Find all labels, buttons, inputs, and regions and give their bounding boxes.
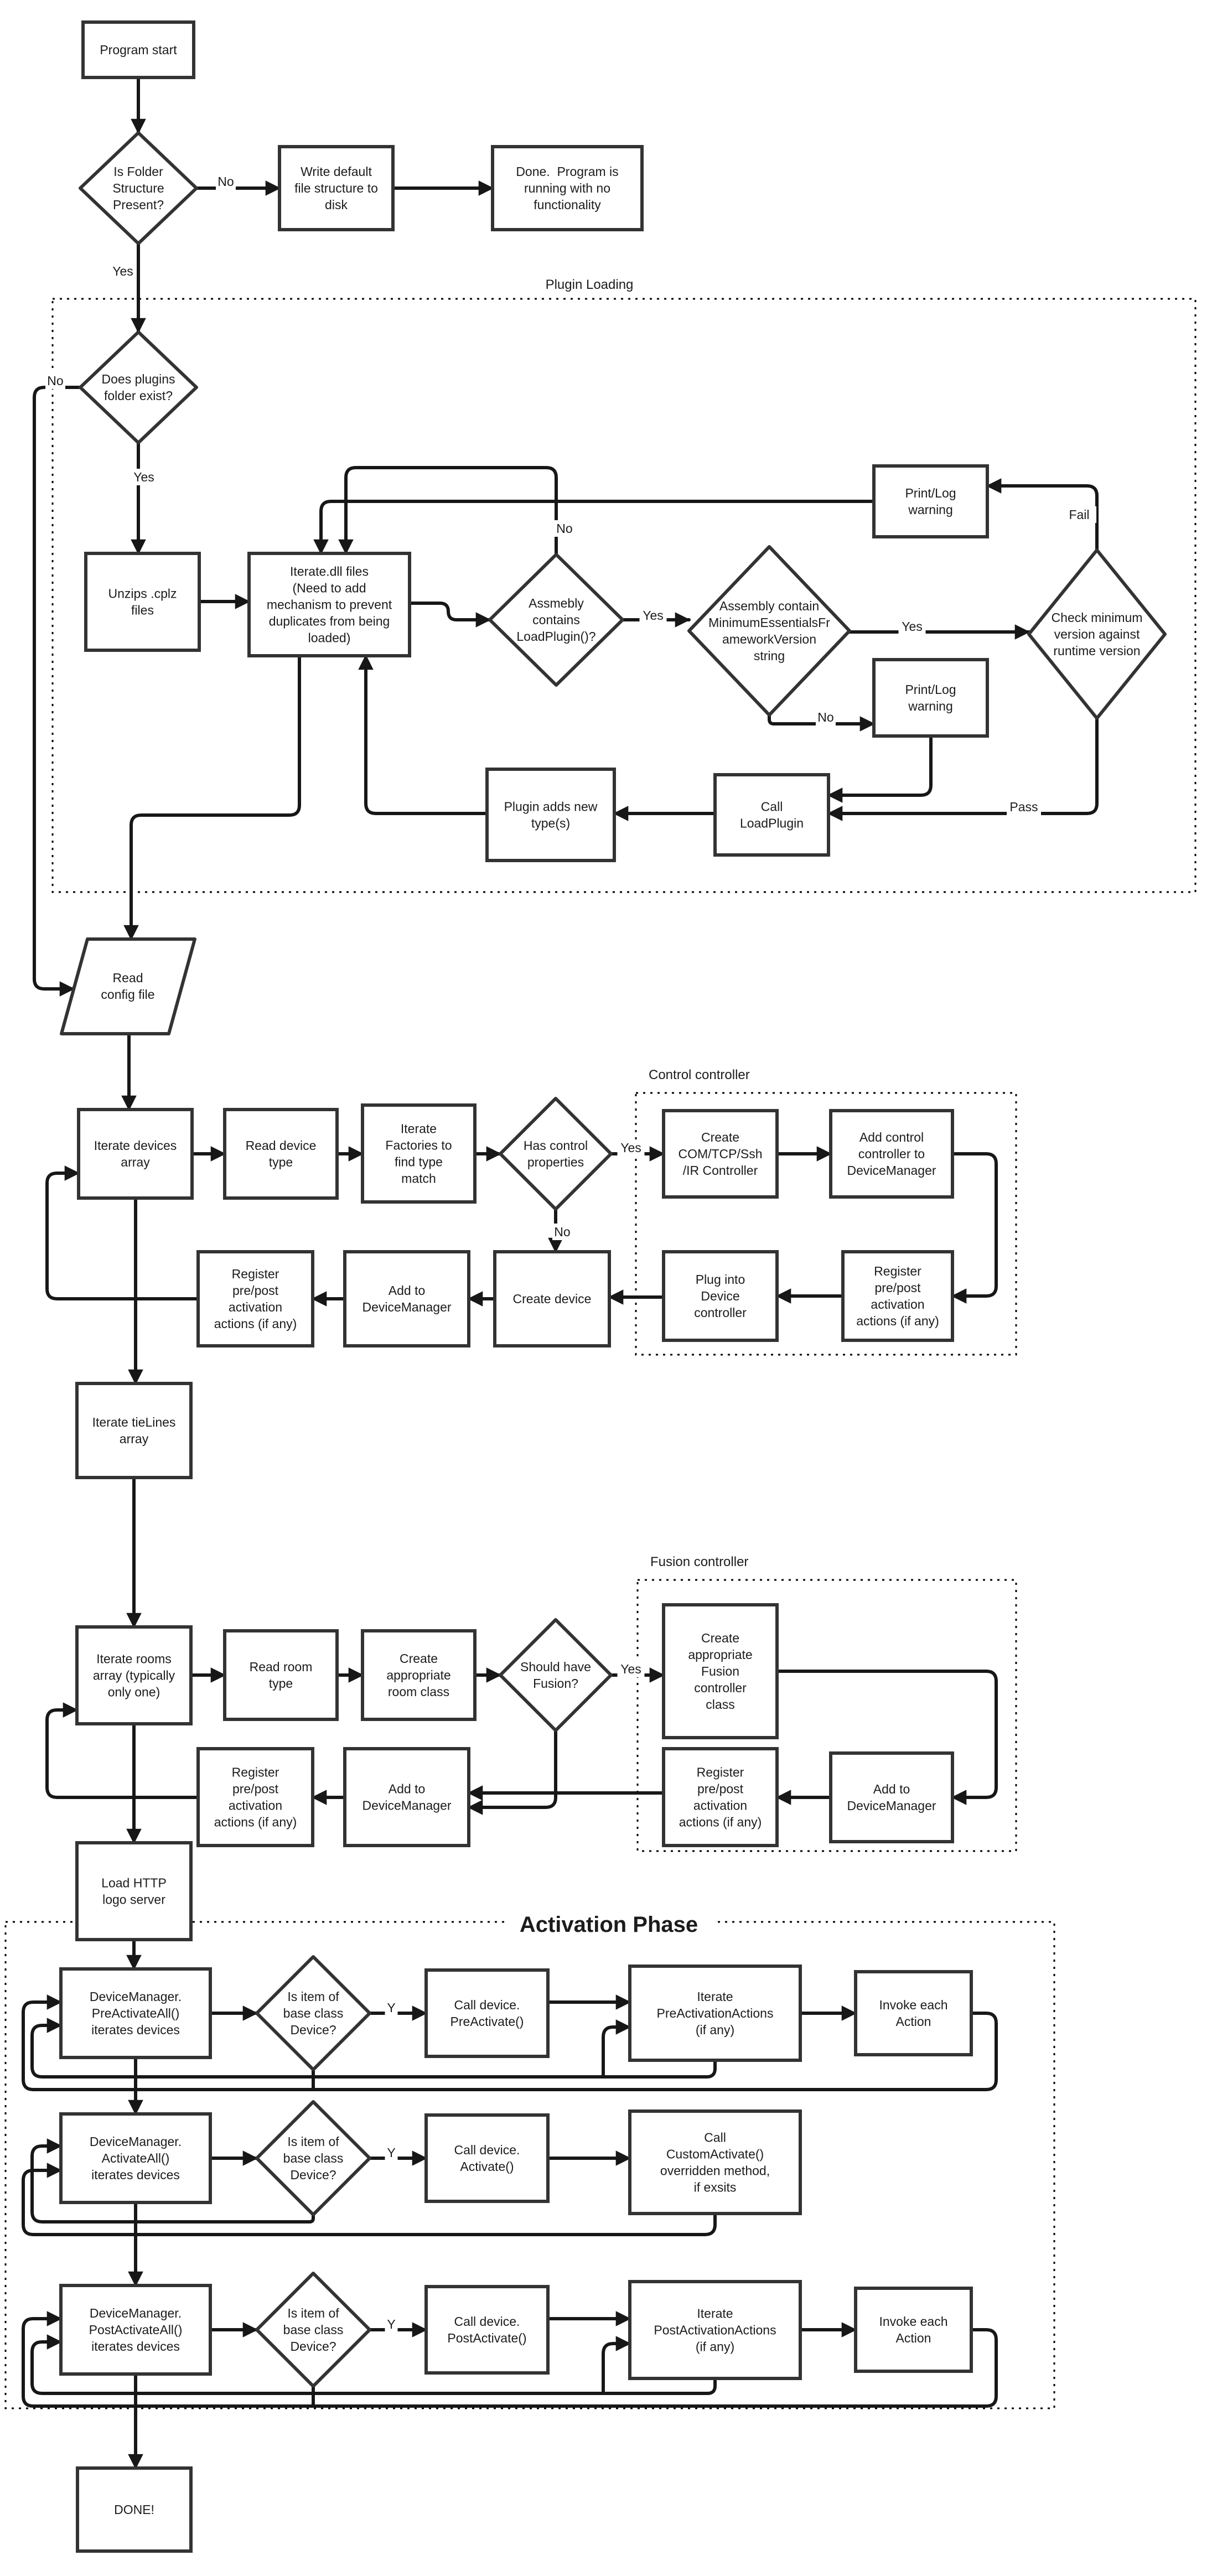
node-label-line: LoadPlugin()?: [516, 629, 596, 644]
node-label-line: Create: [399, 1651, 438, 1666]
node-label-line: /IR Controller: [682, 1163, 758, 1178]
node-label-line: folder exist?: [103, 388, 173, 403]
node-label-line: actions (if any): [679, 1815, 762, 1829]
node-label-line: Assmebly: [529, 596, 584, 610]
edge-label-text-assembly-no-loop: No: [556, 521, 573, 536]
node-read-room-type: [225, 1631, 337, 1719]
node-call-loadplugin: [715, 775, 828, 855]
node-label-line: Call device.: [454, 2143, 520, 2157]
node-shape-register-prepost-1: [198, 1252, 313, 1346]
node-label-is-base-class-device-2: [283, 2134, 344, 2182]
node-label-line: only one): [107, 1684, 160, 1699]
edge-label-text-plugins-yes: Yes: [133, 470, 154, 484]
node-label-line: Print/Log: [905, 486, 956, 500]
node-dm-postactivateall: [61, 2285, 210, 2374]
node-label-line: Is Folder: [113, 164, 163, 179]
section-label-control-controller: Control controller: [649, 1067, 750, 1082]
node-label-line: Add control: [859, 1130, 924, 1144]
edge-label-d1-y: [385, 1999, 398, 2016]
node-label-line: Add to: [388, 1283, 426, 1298]
node-add-to-devicemanager-1: [345, 1252, 469, 1346]
node-label-line: Create: [701, 1631, 740, 1645]
edge-label-d2-y: [385, 2144, 398, 2161]
node-label-line: Register: [696, 1765, 744, 1780]
node-label-line: DeviceManager.: [89, 2306, 182, 2320]
node-label-line: Device?: [290, 2168, 336, 2182]
node-iterate-dll-files: [249, 553, 410, 656]
node-label-line: iterates devices: [91, 2339, 180, 2354]
node-label-line: Structure: [112, 181, 164, 195]
node-shape-call-device-preactivate: [426, 1970, 548, 2056]
node-invoke-each-action-1: [856, 1972, 971, 2055]
node-shape-register-prepost-fusion: [664, 1749, 777, 1846]
node-label-line: actions (if any): [856, 1314, 939, 1328]
node-label-line: disk: [325, 198, 348, 212]
edge-label-text-d3-y: Y: [387, 2317, 396, 2331]
edge-label-plugins-yes: [131, 469, 158, 485]
node-label-line: Invoke each: [879, 2314, 948, 2329]
node-label-line: PreActivateAll(): [91, 2006, 180, 2020]
node-label-line: runtime version: [1053, 644, 1141, 658]
node-add-control-controller: [831, 1111, 952, 1197]
edge-label-d3-y: [385, 2316, 398, 2333]
node-iterate-factories: [362, 1105, 475, 1202]
node-label-line: base class: [283, 2151, 344, 2165]
node-label-line: file structure to: [294, 181, 378, 195]
node-shape-invoke-each-action-2: [856, 2288, 971, 2371]
node-label-line: Read room: [249, 1660, 313, 1674]
node-shape-add-to-devicemanager-1: [345, 1252, 469, 1346]
node-plug-into-device-controller: [664, 1252, 777, 1340]
node-label-line: Create: [701, 1130, 740, 1144]
node-label-line: PreActivationActions: [656, 2006, 774, 2020]
edge-label-text-check-pass: Pass: [1009, 800, 1038, 814]
node-label-line: logo server: [102, 1892, 165, 1907]
node-label-line: Read device: [245, 1138, 317, 1153]
node-label-line: DeviceManager.: [89, 1989, 182, 2004]
node-label-line: mechanism to prevent: [266, 597, 392, 612]
node-label-is-folder-structure-present: [112, 164, 164, 212]
node-call-device-preactivate: [426, 1970, 548, 2056]
node-label-line: DeviceManager: [847, 1798, 936, 1813]
node-label-line: (if any): [695, 2023, 735, 2037]
edge-label-folder-yes: [110, 263, 137, 279]
node-load-http-logo-server: [77, 1843, 191, 1940]
node-label-line: Iterate: [400, 1121, 437, 1136]
node-label-line: COM/TCP/Ssh: [678, 1147, 763, 1161]
node-label-line: properties: [527, 1155, 584, 1169]
edge-label-plugins-no-loop: [45, 372, 65, 389]
node-label-line: array (typically: [92, 1668, 175, 1683]
edge-label-text-d1-y: Y: [387, 2000, 396, 2015]
edge-label-fusion-yes: [618, 1661, 645, 1677]
node-label-line: iterates devices: [91, 2023, 180, 2037]
node-label-line: array: [121, 1155, 150, 1169]
node-call-device-postactivate: [426, 2287, 548, 2373]
node-label-line: controller to: [858, 1147, 925, 1161]
node-shape-add-to-devicemanager-2: [345, 1749, 469, 1846]
node-add-to-devicemanager-2: [345, 1749, 469, 1846]
node-label-line: PreActivate(): [450, 2014, 524, 2029]
node-label-line: loaded): [308, 630, 351, 645]
edge-label-text-hcp-yes: Yes: [620, 1141, 641, 1155]
edge-label-text-folder-yes: Yes: [112, 264, 133, 278]
node-register-prepost-2: [198, 1749, 313, 1846]
node-label-line: (if any): [695, 2339, 735, 2354]
node-label-line: appropriate: [386, 1668, 451, 1682]
edge-label-text-check-fail: Fail: [1069, 507, 1090, 522]
node-label-line: pre/post: [874, 1281, 921, 1295]
node-label-line: activation: [228, 1300, 283, 1314]
node-label-line: Program start: [100, 43, 177, 57]
edge-label-text-plugins-no-loop: No: [47, 374, 64, 388]
node-label-line: pre/post: [232, 1781, 279, 1796]
node-shape-read-room-type: [225, 1631, 337, 1719]
node-write-default-file-structure: [279, 147, 393, 230]
node-iterate-preactivationactions: [630, 1966, 800, 2060]
edge-label-assembly-no-loop: [555, 520, 574, 537]
node-label-line: Device?: [290, 2339, 336, 2354]
node-label-line: Does plugins: [101, 372, 175, 386]
node-label-line: running with no: [524, 181, 610, 195]
node-shape-read-device-type: [225, 1110, 337, 1198]
node-label-line: room class: [387, 1684, 450, 1699]
edge-label-text-fusion-yes: Yes: [620, 1662, 641, 1676]
node-label-line: (Need to add: [292, 580, 366, 595]
node-label-line: Iterate: [697, 1989, 733, 2004]
node-label-line: functionality: [534, 198, 601, 212]
node-label-line: Should have: [520, 1660, 591, 1674]
node-shape-invoke-each-action-1: [856, 1972, 971, 2055]
node-shape-print-log-warning-2: [874, 660, 987, 736]
node-label-line: Write default: [301, 164, 372, 179]
node-print-log-warning-1: [874, 466, 987, 537]
node-label-line: Register: [231, 1765, 279, 1780]
edge-label-hcp-yes: [618, 1139, 645, 1156]
node-label-line: find type: [395, 1154, 443, 1169]
node-label-line: files: [131, 603, 154, 618]
node-shape-print-log-warning-1: [874, 466, 987, 537]
node-label-line: Print/Log: [905, 682, 956, 697]
node-iterate-devices-array: [79, 1110, 192, 1198]
node-create-fusion-controller: [664, 1605, 777, 1738]
edge-label-text-minversion-yes: Yes: [902, 619, 923, 634]
node-invoke-each-action-2: [856, 2288, 971, 2371]
node-label-line: appropriate: [688, 1647, 753, 1662]
node-label-program-start: [100, 43, 177, 57]
edge-label-minversion-yes: [899, 618, 926, 635]
node-label-line: Done. Program is: [516, 164, 619, 179]
node-shape-load-http-logo-server: [77, 1843, 191, 1940]
node-label-line: Call: [760, 799, 783, 814]
node-label-line: pre/post: [697, 1781, 744, 1796]
node-call-device-activate: [426, 2115, 548, 2201]
section-label-plugin-loading: Plugin Loading: [545, 277, 634, 292]
node-label-line: DeviceManager: [362, 1300, 452, 1314]
edge-label-text-hcp-no: No: [554, 1225, 571, 1239]
section-label-activation-phase: Activation Phase: [519, 1912, 698, 1937]
node-label-line: string: [753, 649, 785, 663]
edge-label-check-pass: [1007, 799, 1041, 815]
node-label-line: Invoke each: [879, 1998, 948, 2012]
node-shape-call-customactivate: [630, 2111, 800, 2214]
node-label-line: array: [119, 1432, 149, 1446]
node-label-line: Plug into: [695, 1272, 745, 1287]
node-label-line: Add to: [873, 1782, 910, 1796]
node-label-line: version against: [1054, 627, 1140, 641]
node-iterate-tielines-array: [77, 1383, 191, 1478]
node-label-line: actions (if any): [214, 1316, 297, 1331]
node-label-line: Factories to: [385, 1138, 452, 1153]
node-label-done-final: [114, 2502, 154, 2517]
edge-label-text-folder-no: No: [217, 174, 234, 189]
node-label-line: Iterate rooms: [96, 1651, 172, 1666]
node-label-line: class: [706, 1697, 735, 1712]
edge-label-check-fail: [1062, 506, 1096, 523]
edge-label-hcp-no: [552, 1224, 572, 1240]
node-label-line: activation: [228, 1798, 283, 1813]
node-label-line: Activate(): [460, 2159, 514, 2174]
node-iterate-postactivationactions: [630, 2282, 800, 2378]
node-read-device-type: [225, 1110, 337, 1198]
edge-label-text-assembly-yes: Yes: [643, 608, 664, 623]
edge-label-assembly-yes: [640, 607, 667, 624]
node-label-line: Register: [874, 1264, 921, 1278]
node-label-line: pre/post: [232, 1283, 279, 1298]
node-shape-iterate-tielines-array: [77, 1383, 191, 1478]
node-label-line: Create device: [512, 1292, 592, 1306]
node-label-line: Iterate devices: [94, 1138, 177, 1153]
node-label-plug-into-device-controller: [694, 1272, 747, 1320]
node-label-line: DeviceManager: [362, 1798, 452, 1813]
node-dm-preactivateall: [61, 1969, 210, 2057]
node-iterate-rooms-array: [77, 1627, 191, 1724]
node-label-line: DONE!: [114, 2502, 154, 2517]
node-plugin-adds-new-types: [487, 769, 614, 861]
node-unzips-cplz-files: [86, 553, 199, 650]
node-label-line: Check minimum: [1051, 610, 1143, 625]
edge-label-minversion-no: [816, 709, 836, 725]
node-label-line: controller: [694, 1681, 747, 1695]
node-register-prepost-cc: [843, 1252, 952, 1340]
node-label-line: Is item of: [287, 2134, 339, 2149]
node-label-line: PostActivationActions: [654, 2323, 776, 2337]
node-label-line: activation: [693, 1798, 748, 1813]
node-done-no-functionality: [493, 147, 642, 230]
node-register-prepost-1: [198, 1252, 313, 1346]
node-label-line: warning: [908, 699, 953, 713]
node-label-line: Iterate.dll files: [290, 564, 369, 579]
node-label-line: CustomActivate(): [666, 2147, 764, 2162]
node-label-line: Add to: [388, 1781, 426, 1796]
node-label-line: Load HTTP: [101, 1875, 167, 1890]
edge-label-text-minversion-no: No: [817, 710, 834, 724]
node-label-line: Call device.: [454, 2314, 520, 2329]
node-label-line: base class: [283, 2006, 344, 2020]
node-label-line: config file: [101, 987, 155, 1002]
node-label-line: Has control: [523, 1138, 588, 1153]
node-label-line: contains: [532, 613, 580, 627]
node-label-line: controller: [694, 1305, 747, 1320]
node-label-line: type: [268, 1155, 293, 1169]
node-label-line: iterates devices: [91, 2168, 180, 2182]
node-shape-add-to-devicemanager-fusion: [831, 1753, 952, 1842]
node-label-line: type: [268, 1676, 293, 1691]
node-label-line: base class: [283, 2323, 344, 2337]
node-label-line: MinimumEssentialsFr: [708, 615, 830, 630]
node-label-line: match: [401, 1171, 436, 1186]
node-label-line: Iterate tieLines: [92, 1415, 176, 1429]
node-dm-activateall: [61, 2114, 210, 2202]
node-label-line: overridden method,: [660, 2163, 770, 2178]
node-label-line: Action: [895, 2331, 931, 2345]
node-label-line: Action: [895, 2014, 931, 2029]
node-label-line: duplicates from being: [268, 614, 390, 629]
node-label-line: actions (if any): [214, 1815, 297, 1829]
node-label-line: DeviceManager: [847, 1163, 936, 1178]
node-label-dm-preactivateall: [90, 1989, 182, 2037]
node-call-customactivate: [630, 2111, 800, 2214]
node-create-com-tcp-ssh-ir: [664, 1111, 777, 1197]
node-label-line: Register: [231, 1267, 279, 1281]
node-add-to-devicemanager-fusion: [831, 1753, 952, 1842]
node-label-line: Read: [112, 971, 143, 985]
node-label-line: Iterate: [697, 2306, 733, 2321]
node-label-line: Device: [701, 1289, 740, 1303]
node-create-appropriate-room-class: [362, 1631, 475, 1719]
node-program-start: [83, 22, 194, 77]
node-print-log-warning-2: [874, 660, 987, 736]
node-shape-call-device-activate: [426, 2115, 548, 2201]
node-shape-call-device-postactivate: [426, 2287, 548, 2373]
node-label-line: Fusion: [701, 1664, 740, 1678]
node-shape-iterate-devices-array: [79, 1110, 192, 1198]
node-label-dm-postactivateall: [89, 2306, 183, 2354]
node-shape-plugin-adds-new-types: [487, 769, 614, 861]
node-label-line: Is item of: [287, 2306, 339, 2320]
node-label-line: if exsits: [693, 2180, 737, 2195]
node-label-line: warning: [908, 502, 953, 517]
node-label-is-base-class-device-1: [283, 1989, 344, 2037]
node-label-line: DeviceManager.: [89, 2134, 182, 2149]
node-done-final: [77, 2468, 191, 2551]
node-shape-register-prepost-2: [198, 1749, 313, 1846]
node-label-line: ameworkVersion: [722, 632, 817, 646]
node-label-line: Device?: [290, 2023, 336, 2037]
node-label-line: PostActivate(): [447, 2331, 527, 2345]
node-label-line: activation: [871, 1297, 925, 1312]
node-label-create-device: [513, 1292, 592, 1306]
node-label-is-base-class-device-3: [283, 2306, 344, 2354]
edge-label-text-d2-y: Y: [387, 2145, 396, 2160]
node-shape-unzips-cplz-files: [86, 553, 199, 650]
node-shape-call-loadplugin: [715, 775, 828, 855]
node-label-dm-activateall: [90, 2134, 182, 2182]
node-label-line: type(s): [531, 816, 571, 831]
node-label-line: Present?: [112, 198, 164, 212]
node-create-device: [495, 1252, 609, 1346]
edge-label-folder-no: [216, 173, 236, 190]
section-label-fusion-controller: Fusion controller: [650, 1554, 749, 1569]
node-label-check-minimum-version: [1052, 610, 1143, 658]
node-label-line: Call: [704, 2130, 726, 2145]
node-register-prepost-fusion: [664, 1749, 777, 1846]
node-label-line: Call device.: [454, 1998, 520, 2012]
node-label-line: Assembly contain: [719, 599, 820, 613]
node-label-line: Plugin adds new: [504, 799, 598, 814]
node-label-line: Is item of: [287, 1989, 339, 2004]
node-label-line: LoadPlugin: [739, 816, 804, 831]
node-label-add-control-controller: [847, 1130, 936, 1178]
node-label-line: ActivateAll(): [101, 2151, 170, 2165]
node-label-line: Fusion?: [533, 1676, 578, 1691]
node-label-line: Unzips .cplz: [108, 586, 177, 601]
node-shape-iterate-factories: [362, 1105, 475, 1202]
node-label-line: PostActivateAll(): [89, 2323, 183, 2337]
